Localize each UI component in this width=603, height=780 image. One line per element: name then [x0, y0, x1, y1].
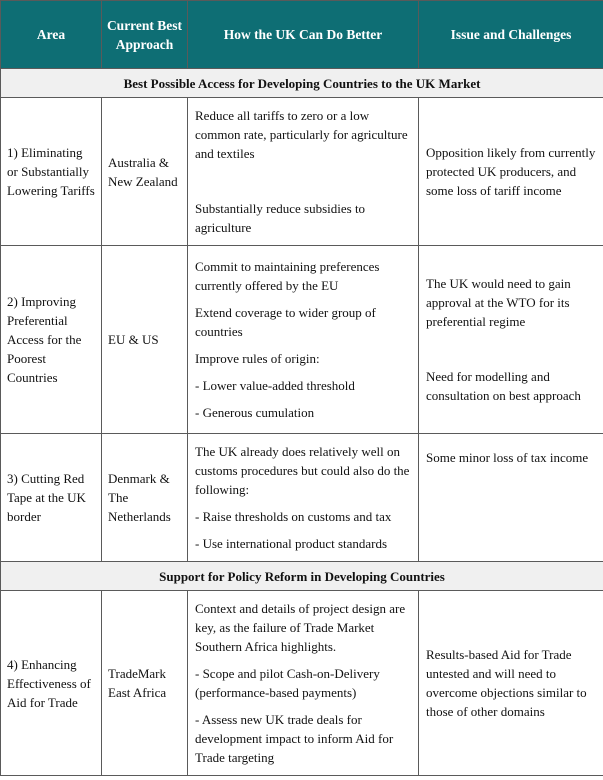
how-text: The UK already does relatively well on customs procedures but could also do the following: [195, 444, 410, 497]
best-approach-cell: Denmark & The Netherlands [102, 434, 188, 562]
issue-cell [419, 591, 603, 776]
how-text: Substantially reduce subsidies to agriculture [195, 201, 366, 235]
area-cell: 3) Cutting Red Tape at the UK border [1, 434, 102, 562]
section-title: Best Possible Access for Developing Countries to the UK Market [1, 69, 603, 98]
how-cell [188, 591, 419, 776]
section-title: Support for Policy Reform in Developing Countries [1, 562, 603, 591]
header-best-approach: Current Best Approach [102, 1, 188, 69]
how-text: - Assess new UK trade deals for development impact to inform Aid for Trade targeting [195, 712, 394, 765]
issue-text: Some minor loss of tax income [426, 450, 589, 465]
issue-text: Need for modelling and consultation on best approach [426, 369, 581, 403]
table-row [1, 434, 603, 562]
header-issues: Issue and Challenges [419, 1, 603, 69]
how-text: Reduce all tariffs to zero or a low common rate, particularly for agriculture and textiles [195, 108, 408, 161]
table-row [1, 98, 603, 246]
area-cell: 2) Improving Preferential Access for the Poorest Countries [1, 246, 102, 434]
header-area: Area [1, 1, 102, 69]
best-approach-cell: TradeMark East Africa [102, 591, 188, 776]
how-text: Commit to maintaining preferences currently offered by the EU [195, 259, 380, 293]
how-cell [188, 246, 419, 434]
issue-cell [419, 246, 603, 434]
area-cell: 1) Eliminating or Substantially Lowering Tariffs [1, 98, 102, 246]
how-text: - Lower value-added threshold [195, 378, 355, 393]
how-cell [188, 98, 419, 246]
how-text: - Use international product standards [195, 536, 388, 551]
how-text: - Raise thresholds on customs and tax [195, 509, 392, 524]
area-cell: 4) Enhancing Effectiveness of Aid for Trade [1, 591, 102, 776]
section-row [1, 69, 603, 98]
issue-text: Opposition likely from currently protected UK producers, and some loss of tariff income [426, 145, 596, 198]
header-row [1, 1, 603, 69]
how-text: Improve rules of origin: [195, 351, 320, 366]
best-approach-cell: EU & US [102, 246, 188, 434]
how-text: Extend coverage to wider group of countries [195, 305, 376, 339]
issue-text: Results-based Aid for Trade untested and will need to overcome objections similar to those of other domains [426, 647, 587, 719]
issue-text: The UK would need to gain approval at the WTO for its preferential regime [426, 276, 571, 329]
how-text: Context and details of project design are key, as the failure of Trade Market Southern Africa highlights. [195, 601, 406, 654]
how-text: - Generous cumulation [195, 405, 315, 420]
issue-cell [419, 434, 603, 562]
table-row [1, 246, 603, 434]
section-row [1, 562, 603, 591]
best-approach-cell: Australia & New Zealand [102, 98, 188, 246]
table-row [1, 591, 603, 776]
issue-cell [419, 98, 603, 246]
how-text: - Scope and pilot Cash-on-Delivery (performance-based payments) [195, 666, 380, 700]
how-cell [188, 434, 419, 562]
header-how-better: How the UK Can Do Better [188, 1, 419, 69]
